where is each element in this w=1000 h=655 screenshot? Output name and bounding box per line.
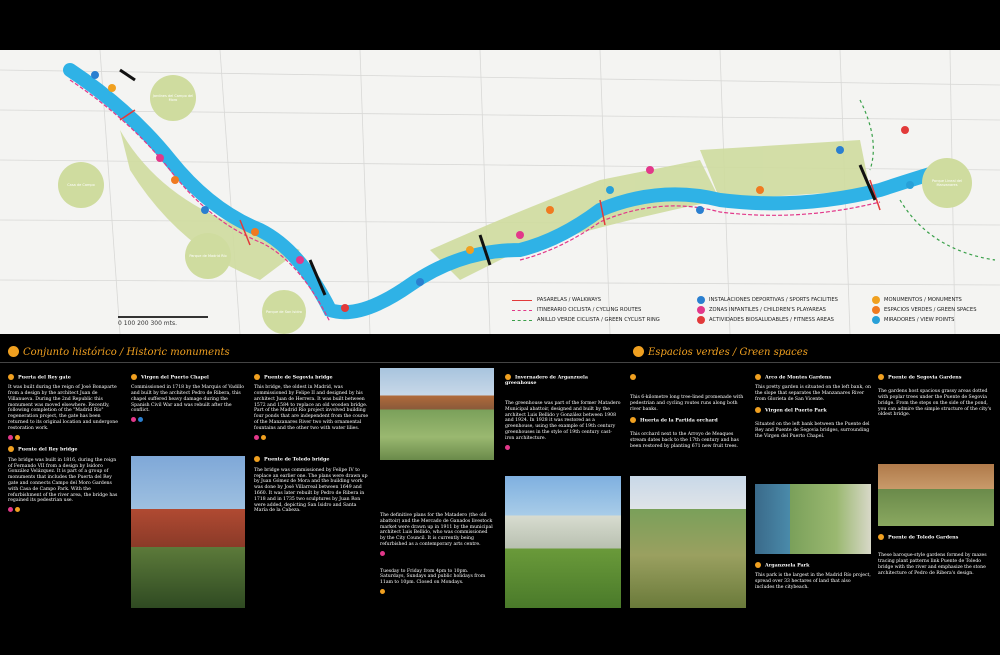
number-badge-icon [254,456,260,462]
number-badge-icon [878,534,884,540]
park-label-text: Jardines del Campo del Moro [152,94,194,102]
monument-icon [8,346,19,357]
item-icons [254,435,371,443]
item-heading [8,446,122,453]
greenhouse-photo [505,476,621,608]
historic-col-5 [505,370,621,454]
number-badge-icon [755,407,761,413]
item-text: This 6-kilometre long tree-lined promenade with pedestrian and cycling routes runs along both river banks. [630,395,744,412]
item-text: This orchard next to the Arroyo de Meaques stream dates back to the 17th century and has been restored by planting 671 new fruit trees. [630,431,739,449]
heading-text: Arco de Montes Gardens [765,374,832,381]
playarea-icon [380,551,385,556]
item-text: These baroque-style gardens formed by mazes tracing plant patterns link Puente de Toledo bridge with the river and emphasize the stone architecture of Pedro de Ribera's design. [878,553,987,576]
legend-label: ACTIVIDADES BIOSALUDABLES / FITNESS AREAS [709,317,834,323]
item-text: This park is the largest in the Madrid Río project, spread over 33 hectares of land that also includes the citybeach. [755,573,871,590]
divider [0,362,1000,363]
item-heading [8,374,122,381]
green-col-2 [755,370,871,442]
item-text: Situated on the left bank between the Puente del Rey and Puente de Segovia bridges, surrounding the Virgen del Puerto Chapel. [755,421,870,439]
item-icons [8,435,122,443]
legend-green-ring [512,315,660,325]
playarea-icon [8,507,13,512]
green-col-3 [878,370,994,421]
historic-col-4 [380,510,494,599]
item-heading [254,456,371,463]
heading-text: Puente de Toledo bridge [264,456,330,463]
item-text: The bridge was commissioned by Felipe IV to replace an earlier one. The plans were drawn up by Juan Gómez de Mora and the building work was done by José Villarreal between 1649 and 1660. It was later rebuilt by Pedro de Ribera in 1718 and in 1735 two sculptures by Juan Ron were added, depicting San Isidro and Santa María de la Cabeza. [254,467,368,514]
legend-monuments [872,295,977,305]
heading-text: Puente de Segovia Gardens [888,374,962,381]
item-icons [380,551,494,559]
green-col-1 [630,370,746,452]
river-map [0,50,1000,334]
item-icons [8,507,122,515]
item-text: It was built during the reign of José Bonaparte from a design by the architect Juan de Villanueva. During the 2nd Republic this monument was moved elsewhere. Recently, following completion of the "Madrid Río" regeneration project, the gate has been returned to its original location and undergone restoration work. [8,385,118,431]
historic-col-3 [254,370,371,517]
number-badge-icon [878,374,884,380]
leaf-icon [633,346,644,357]
green-col-2b [755,558,871,594]
legend-label: MIRADORES / VIEW POINTS [884,317,955,323]
item-text: Commissioned in 1718 by the Marquis of Vadillo and built by the architect Pedro de Ribera, this chapel suffered heavy damage during the Spanish Civil War and was rebuilt after the conflict. [131,385,245,414]
gardens-photo [878,464,994,526]
map-scale [118,316,208,327]
item-heading [254,374,371,381]
item-heading [131,374,245,381]
historic-title [8,346,230,358]
legend-lines [512,295,660,325]
item-text: The gardens host spacious grassy areas dotted with poplar trees under the Puente de Segovia bridge. From the steps on the side of the pond, you can admire the simple structure of the city's oldest bridge. [878,389,992,418]
scale-bar [118,316,208,318]
green-ring-swatch [512,320,532,321]
number-badge-icon [8,446,14,452]
park-label-text: Parque de Madrid Río [189,254,227,258]
item-icons [131,417,245,425]
heart-icon [697,316,705,324]
legend-label: INSTALACIONES DEPORTIVAS / SPORTS FACILITIES [709,297,838,303]
legend-label: MONUMENTOS / MONUMENTS [884,297,962,303]
number-badge-icon [8,374,14,380]
number-badge-icon [254,374,260,380]
info-panel [0,334,1000,655]
binoculars-icon [872,316,880,324]
item-icons [505,445,621,453]
sports-icon [138,417,143,422]
heading-text: Puerta del Rey gate [18,374,71,381]
playarea-icon [254,435,259,440]
item-text: This pretty garden is situated on the left bank, on the slope that separates the Manzanares River from Glorieta de San Vicente. [755,385,871,402]
heading-text: Puente de Segovia bridge [264,374,333,381]
item-text: The bridge was built in 1816, during the reign of Fernando VII from a design by Isidoro González Velázquez. It is part of a group of monuments that includes the Puerta del Rey gate and connects Campo del Moro Gardens with Casa de Campo Park. With the refurbishment of the river area, the bridge has regained its pedestrian use. [8,457,118,504]
green-title [633,346,808,358]
item-text: The definitive plans for the Matadero (the old abattoir) and the Mercado de Ganados livestock market were drawn up in 1911 by the municipal architect Luis Bellido, who was commissioned by the City Council. It is currently being refurbished as a contemporary arts centre. [380,513,493,547]
sports-icon [697,296,705,304]
item-heading [755,562,871,569]
park-label-san-isidro [262,290,306,334]
item-icons [380,589,494,597]
number-badge-icon [630,417,636,423]
number-badge-icon [505,374,511,380]
legend-green-spaces [872,305,977,315]
item-text: The greenhouse was part of the former Matadero Municipal abattoir, designed and built by the architect Luis Bellido y González between 1908 and 1924. In 1928 it was restored as a greenhouse, using the example of 19th century greenhouses in the style of 19th century cast-iron architecture. [505,401,621,441]
legend-cycling [512,305,660,315]
heading-text: Virgen del Puerto Park [765,407,827,414]
legend-icons-right [872,295,977,325]
legend-label: ESPACIOS VERDES / GREEN SPACES [884,307,977,313]
monument-icon [15,507,20,512]
park-photo [755,484,871,554]
opening-hours: Tuesday to Friday from 4pm to 10pm. Saturdays, Sundays and public holidays from 11am to 10pm. Closed on Mondays. [380,568,486,586]
monument-icon [15,435,20,440]
playarea-icon [131,417,136,422]
monument-icon [872,296,880,304]
park-label-text: Parque de San Isidro [266,310,302,314]
park-label-lineal [922,158,972,208]
park-label-casa-de-campo [58,162,104,208]
orchard-photo [630,476,746,608]
cycling-swatch [512,310,532,311]
item-heading [878,374,994,381]
legend-icons-left [697,295,838,325]
monument-icon [380,589,385,594]
heading-text: Virgen del Puerto Chapel [141,374,209,381]
item-heading [630,417,746,424]
item-text: This bridge, the oldest in Madrid, was commissioned by Felipe II and designed by his architect Juan de Herrera. It was built between 1572 and 1584 to replace an old wooden bridge. Part of the Madrid Río project involved building four ponds that are independent from the course of the Manzanares River two with ornamental fountains and the other two with water lilies. [254,385,369,431]
playarea-icon [505,445,510,450]
legend-label: PASARELAS / WALKWAYS [537,297,602,303]
legend-label: ZONAS INFANTILES / CHILDREN'S PLAYAREAS [709,307,826,313]
park-label-text: Parque Lineal del Manzanares [931,179,963,187]
heading-text: Arganzuela Park [765,562,810,569]
heading-text: Invernadero de Arganzuela greenhouse [505,374,588,387]
legend-label: ANILLO VERDE CICLISTA / GREEN CYCLIST RING [537,317,660,323]
historic-col-1 [8,370,122,517]
scale-label: 0 100 200 300 mts. [118,320,178,327]
heading-text: Puente de Toledo Gardens [888,534,959,541]
item-heading [755,407,871,414]
green-title-text: Espacios verdes / Green spaces [648,347,808,358]
park-label-madrid-rio [185,233,231,279]
park-label-text: Casa de Campo [67,183,95,187]
park-label-campo-del-moro [150,75,196,121]
monument-icon [261,435,266,440]
number-badge-icon [755,374,761,380]
heading-text: Puente del Rey bridge [18,446,78,453]
legend-viewpoints [872,315,977,325]
heading-text: Huerta de la Partida orchard [640,417,718,424]
item-heading [878,534,994,541]
legend-walkways [512,295,660,305]
historic-col-2 [131,370,245,427]
playarea-icon [697,306,705,314]
number-badge-icon [755,562,761,568]
number-badge-icon [131,374,137,380]
matadero-photo [380,368,494,460]
historic-title-text: Conjunto histórico / Historic monuments [23,347,230,358]
legend-playareas [697,305,838,315]
leaf-icon [872,306,880,314]
legend-fitness [697,315,838,325]
item-heading [630,374,746,381]
legend-sports [697,295,838,305]
number-badge-icon [630,374,636,380]
item-heading [755,374,871,381]
playarea-icon [8,435,13,440]
chapel-photo [131,456,245,608]
item-heading [505,374,621,387]
walkway-swatch [512,300,532,301]
green-col-3b [878,530,994,579]
legend-label: ITINERARIO CICLISTA / CYCLING ROUTES [537,307,642,313]
